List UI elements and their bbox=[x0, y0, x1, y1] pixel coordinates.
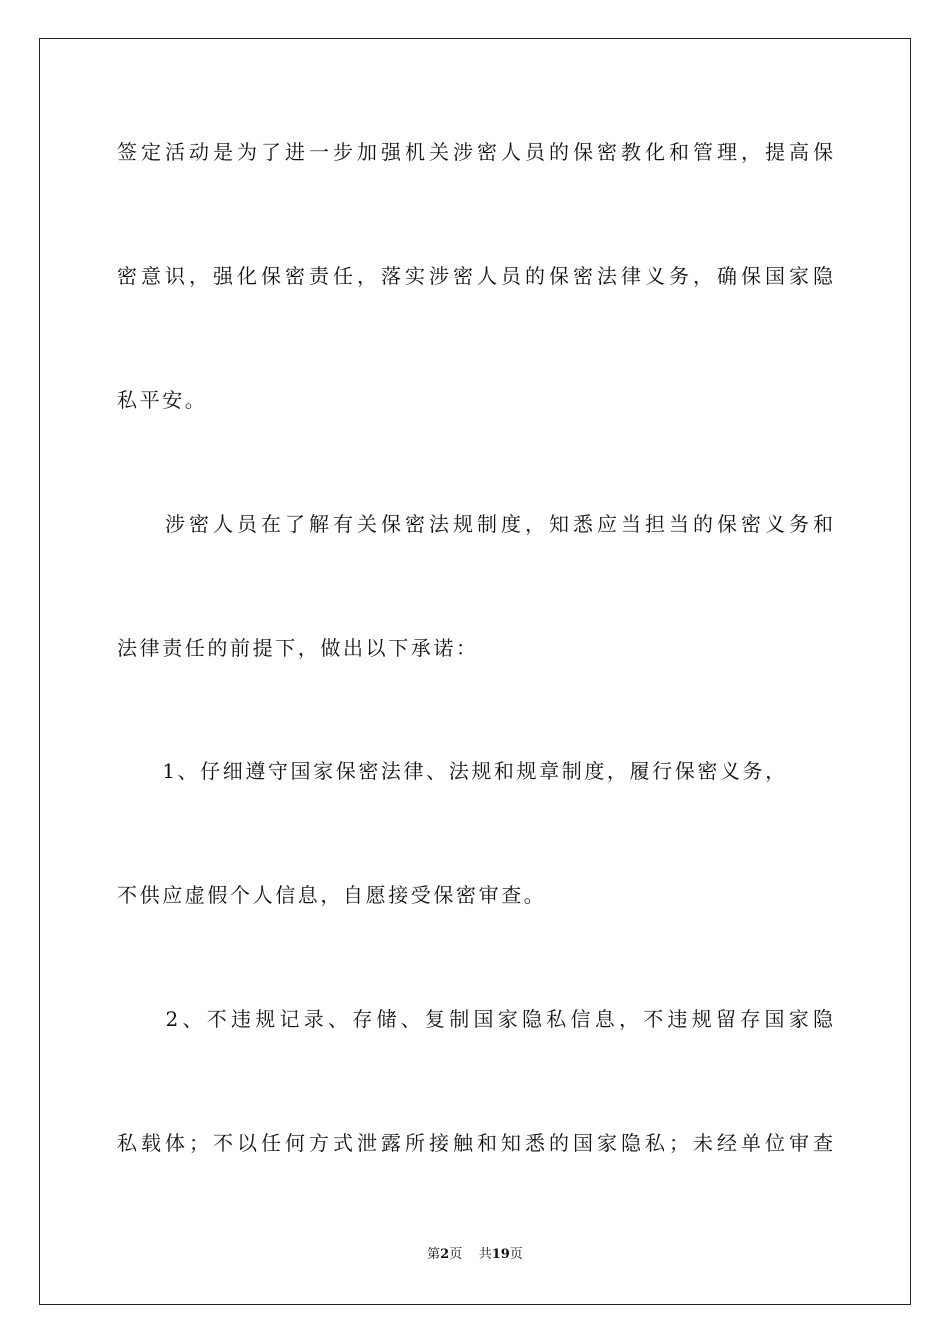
body-line-7: 不供应虚假个人信息，自愿接受保密审查。 bbox=[117, 883, 547, 907]
body-line-6: 1、仔细遵守国家保密法律、法规和规章制度，履行保密义务， bbox=[117, 759, 788, 783]
body-line-5: 法律责任的前提下，做出以下承诺： bbox=[117, 636, 479, 660]
body-line-8: 2、不违规记录、存储、复制国家隐私信息，不违规留存国家隐 bbox=[117, 1007, 833, 1031]
body-line-2: 密意识，强化保密责任，落实涉密人员的保密法律义务，确保国家隐 bbox=[117, 264, 833, 288]
body-line-4: 涉密人员在了解有关保密法规制度，知悉应当担当的保密义务和 bbox=[117, 512, 833, 536]
footer-page-prefix: 第 bbox=[427, 1247, 441, 1262]
page-footer bbox=[0, 1247, 950, 1263]
body-line-1: 签定活动是为了进一步加强机关涉密人员的保密教化和管理，提高保 bbox=[117, 140, 833, 164]
footer-page-number: 2 bbox=[440, 1247, 450, 1262]
footer-total-prefix: 共 bbox=[478, 1247, 492, 1262]
footer-total-pages: 19 bbox=[491, 1247, 510, 1262]
footer-total-suffix: 页 bbox=[509, 1247, 523, 1262]
page-border bbox=[39, 38, 911, 1305]
footer-page-suffix: 页 bbox=[449, 1247, 463, 1262]
body-line-9: 私载体；不以任何方式泄露所接触和知悉的国家隐私；未经单位审查 bbox=[117, 1131, 833, 1155]
body-line-3: 私平安。 bbox=[117, 388, 208, 412]
